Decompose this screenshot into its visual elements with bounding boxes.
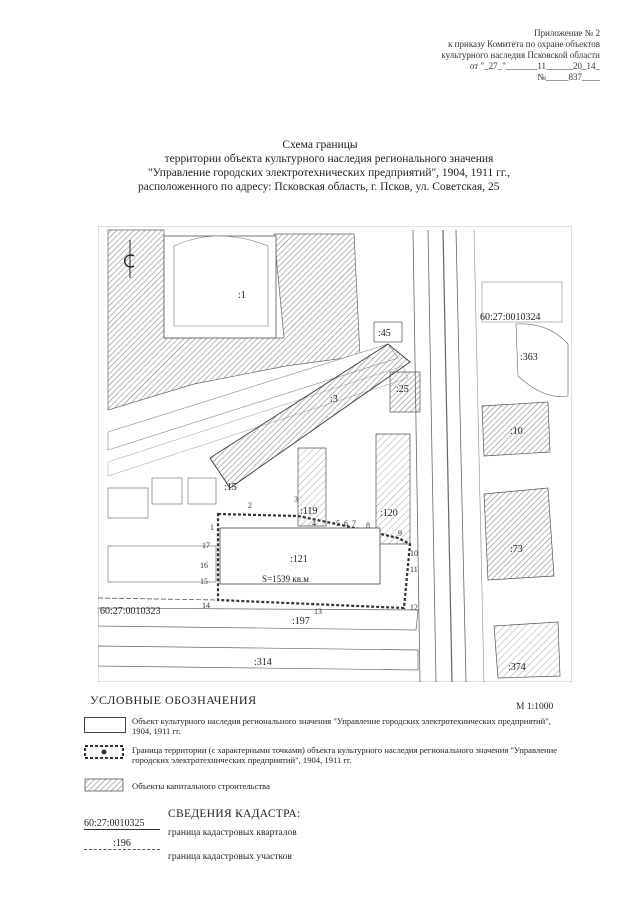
point-12: 12 [410, 603, 418, 612]
cadastre-parcel-desc: граница кадастровых участков [168, 852, 292, 862]
label-parcel-363: :363 [520, 352, 538, 363]
label-parcel-314: :314 [254, 657, 272, 668]
point-3: 3 [294, 495, 298, 504]
label-quarter-324: 60:27:0010324 [480, 312, 541, 323]
cadastre-parcel-value: :196 [84, 838, 160, 850]
label-parcel-1: :1 [238, 290, 246, 301]
point-1: 1 [210, 523, 214, 532]
title-line-4: расположенного по адресу: Псковская область, г. Псков, ул. Советская, 25 [138, 181, 500, 193]
legend-swatch-heritage-icon [84, 717, 126, 733]
cadastre-quarter-value: 60:27:0010325 [84, 818, 160, 830]
label-parcel-25: :25 [396, 384, 409, 395]
label-quarter-323: 60:27:0010323 [100, 606, 161, 617]
label-area: S=1539 кв.м [262, 574, 309, 584]
cadastral-map [98, 226, 572, 682]
point-8: 8 [366, 521, 370, 530]
point-15: 15 [200, 577, 208, 586]
header-line-3: культурного наследия Псковской области [441, 50, 600, 60]
label-parcel-197: :197 [292, 616, 310, 627]
label-parcel-119: :119 [300, 506, 318, 517]
legend-item-heritage: Объект культурного наследия регионального значения "Управление городских электротехнических предприятий", 1904, 1911 гг. [132, 716, 551, 736]
title-line-2: территории объекта культурного наследия регионального значения [164, 153, 494, 165]
header-line-5: №_____837____ [537, 72, 600, 82]
header-line-1: Приложение № 2 [534, 28, 600, 38]
building-120 [376, 434, 410, 544]
label-parcel-15: :15 [224, 482, 237, 493]
point-6: 6 [344, 519, 348, 528]
point-13: 13 [314, 607, 322, 616]
legend-swatch-boundary-icon [84, 745, 124, 759]
point-9: 9 [398, 529, 402, 538]
legend-swatch-buildings-icon [84, 778, 124, 792]
document-title [0, 138, 640, 152]
point-14: 14 [202, 601, 210, 610]
legend-title: УСЛОВНЫЕ ОБОЗНАЧЕНИЯ [90, 693, 257, 707]
title-line-3: "Управление городских электротехнических предприятий", 1904, 1911 гг., [147, 167, 511, 179]
header-line-2: к приказу Комитета по охране объектов [448, 39, 600, 49]
building-73 [484, 488, 554, 580]
label-parcel-121: :121 [290, 554, 308, 565]
label-parcel-45: :45 [378, 328, 391, 339]
point-7: 7 [352, 519, 356, 528]
document-subtitle [0, 152, 640, 194]
point-17: 17 [202, 541, 210, 550]
title-line-1: Схема границы [282, 139, 358, 151]
legend-item-boundary: Граница территории (с характерными точками) объекта культурного наследия регионального значения "Управление городских электротехнических предприятий", 1904, 1911 гг. [132, 745, 558, 765]
header-line-4: от "_27_"_______11______20_14_ [469, 61, 600, 71]
building-374 [494, 622, 560, 678]
point-10: 10 [410, 549, 418, 558]
scale-label: М 1:1000 [516, 702, 554, 712]
cadastre-quarter-desc: граница кадастровых кварталов [168, 828, 297, 838]
label-parcel-10: :10 [510, 426, 523, 437]
label-parcel-374: :374 [508, 662, 526, 673]
point-5: 5 [336, 519, 340, 528]
label-parcel-120: :120 [380, 508, 398, 519]
point-11: 11 [410, 565, 418, 574]
point-2: 2 [248, 501, 252, 510]
label-parcel-3: :3 [330, 394, 338, 405]
approval-header [441, 28, 600, 83]
cadastre-title: СВЕДЕНИЯ КАДАСТРА: [168, 808, 301, 820]
label-parcel-73: :73 [510, 544, 523, 555]
point-4: 4 [312, 519, 316, 528]
legend-item-buildings: Объекты капитального строительства [132, 781, 270, 791]
point-16: 16 [200, 561, 208, 570]
